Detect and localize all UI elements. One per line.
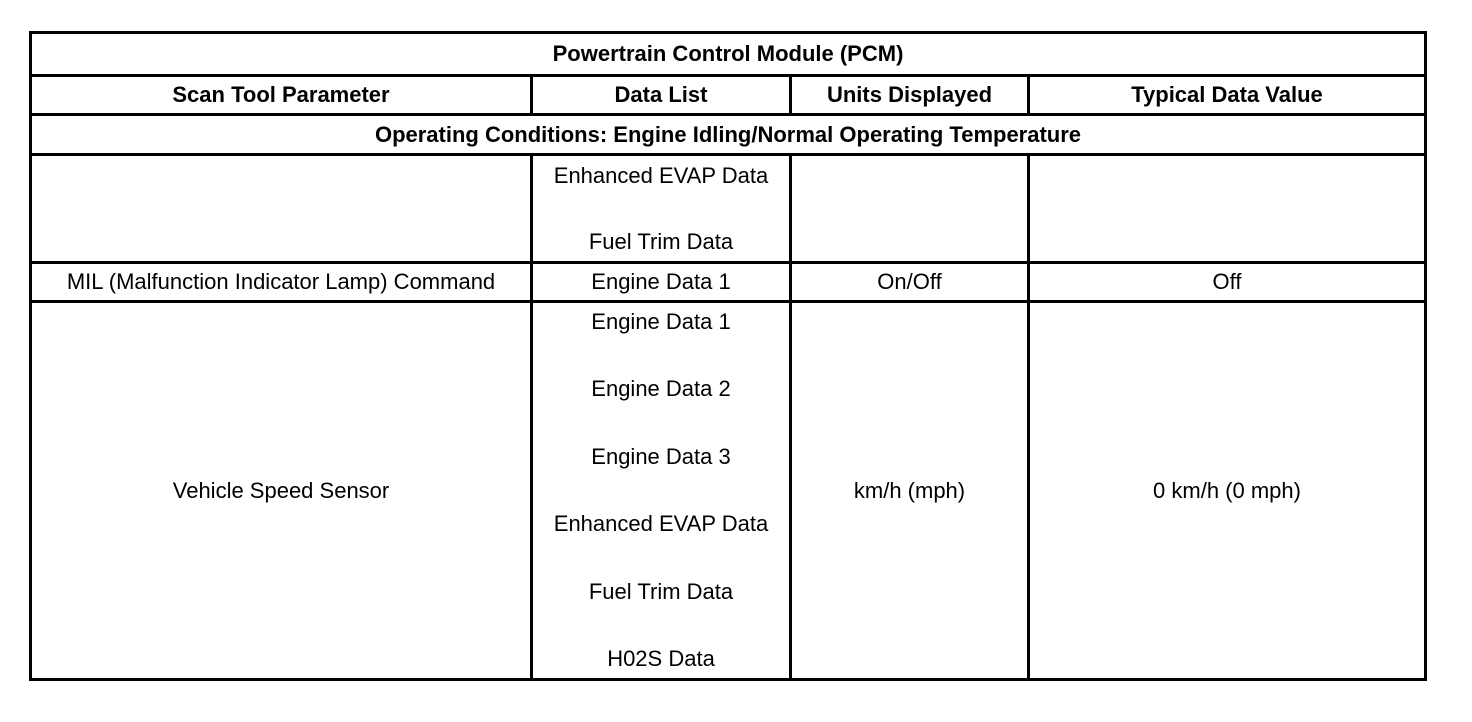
data-list-item: Fuel Trim Data bbox=[588, 578, 734, 604]
data-list-cell bbox=[532, 302, 791, 680]
table-header-row bbox=[31, 76, 1426, 115]
table-title: Powertrain Control Module (PCM) bbox=[31, 33, 1426, 76]
parameter-cell bbox=[31, 155, 532, 263]
parameter-cell: Vehicle Speed Sensor bbox=[31, 302, 532, 680]
header-data-list: Data List bbox=[532, 76, 791, 115]
typical-value-cell: 0 km/h (0 mph) bbox=[1029, 302, 1426, 680]
table-title-row bbox=[31, 33, 1426, 76]
typical-value-cell: Off bbox=[1029, 263, 1426, 302]
units-cell: km/h (mph) bbox=[791, 302, 1029, 680]
header-typical-data-value: Typical Data Value bbox=[1029, 76, 1426, 115]
data-list-item: Engine Data 1 bbox=[591, 308, 731, 334]
data-list-item: Engine Data 2 bbox=[591, 376, 731, 402]
operating-conditions: Operating Conditions: Engine Idling/Normal Operating Temperature bbox=[31, 115, 1426, 155]
data-list-cell: Engine Data 1 bbox=[532, 263, 791, 302]
data-list-item: Enhanced EVAP Data bbox=[553, 511, 769, 537]
data-list-item: Fuel Trim Data bbox=[588, 228, 734, 254]
data-list-cell bbox=[532, 155, 791, 263]
parameter-cell: MIL (Malfunction Indicator Lamp) Command bbox=[31, 263, 532, 302]
data-list-item: H02S Data bbox=[607, 646, 715, 672]
header-units-displayed: Units Displayed bbox=[791, 76, 1029, 115]
table-row bbox=[31, 302, 1426, 680]
pcm-data-table bbox=[29, 31, 1427, 681]
units-cell: On/Off bbox=[791, 263, 1029, 302]
data-list-item: Enhanced EVAP Data bbox=[553, 162, 769, 188]
operating-conditions-row bbox=[31, 115, 1426, 155]
units-cell bbox=[791, 155, 1029, 263]
typical-value-cell bbox=[1029, 155, 1426, 263]
table-row bbox=[31, 263, 1426, 302]
header-scan-tool-parameter: Scan Tool Parameter bbox=[31, 76, 532, 115]
table-row bbox=[31, 155, 1426, 263]
data-list-item: Engine Data 3 bbox=[591, 443, 731, 469]
